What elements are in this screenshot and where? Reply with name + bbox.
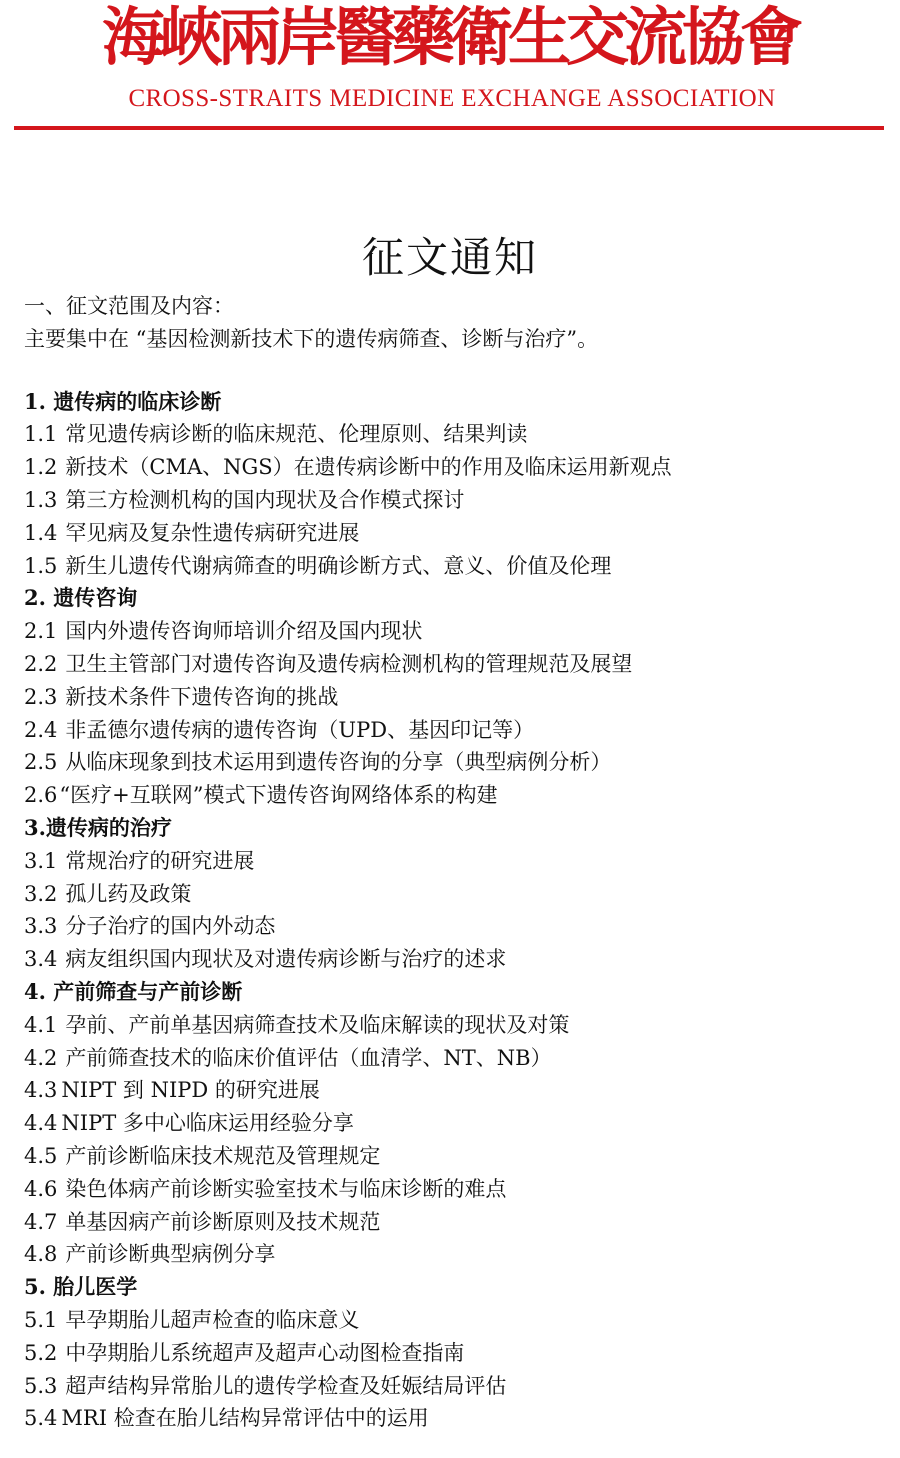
list-item — [24, 550, 884, 583]
item-text: 单基因病产前诊断原则及技术规范 — [65, 1209, 381, 1234]
list-item — [24, 451, 884, 484]
list-item — [24, 943, 884, 976]
item-text: 超声结构异常胎儿的遗传学检查及妊娠结局评估 — [65, 1373, 507, 1398]
list-item — [24, 746, 884, 779]
item-number: 1.2 — [24, 455, 58, 480]
item-number: 5.4 — [24, 1406, 58, 1431]
item-text: 染色体病产前诊断实验室技术与临床诊断的难点 — [65, 1176, 507, 1201]
item-number: 3.1 — [24, 848, 58, 873]
item-text: NIPT 到 NIPD 的研究进展 — [61, 1078, 320, 1103]
list-item — [24, 910, 884, 943]
list-item — [24, 418, 884, 451]
item-text: 国内外遗传咨询师培训介绍及国内现状 — [65, 619, 423, 644]
item-number: 4.7 — [24, 1209, 58, 1234]
item-text: 分子治疗的国内外动态 — [65, 914, 276, 939]
section-heading: 1. 遗传病的临床诊断 — [24, 388, 222, 414]
item-text: 产前诊断临床技术规范及管理规定 — [65, 1143, 381, 1168]
item-number: 1.1 — [24, 422, 58, 447]
item-text: 常见遗传病诊断的临床规范、伦理原则、结果判读 — [65, 422, 528, 447]
page-title: 征文通知 — [361, 233, 538, 282]
list-item — [24, 1370, 884, 1403]
item-number: 3.2 — [24, 881, 58, 906]
item-text: “医疗+互联网”模式下遗传咨询网络体系的构建 — [59, 783, 498, 808]
item-text: 新生儿遗传代谢病筛查的明确诊断方式、意义、价值及伦理 — [65, 553, 612, 578]
item-number: 1.5 — [24, 553, 58, 578]
section-heading: 2. 遗传咨询 — [24, 585, 138, 611]
item-text: 孤儿药及政策 — [65, 881, 192, 906]
list-item — [24, 681, 884, 714]
item-number: 4.1 — [24, 1012, 58, 1037]
spacer — [24, 356, 884, 386]
item-text: 产前筛查技术的临床价值评估（血清学、NT、NB） — [65, 1045, 552, 1070]
item-text: 孕前、产前单基因病筛查技术及临床解读的现状及对策 — [65, 1012, 570, 1037]
list-item — [24, 615, 884, 648]
association-name-chinese: 海峽兩岸醫藥衛生交流協會 — [102, 2, 798, 72]
association-name-english: CROSS-STRAITS MEDICINE EXCHANGE ASSOCIATION — [128, 85, 776, 112]
list-item — [24, 1304, 884, 1337]
list-item — [24, 1074, 884, 1107]
item-number: 1.4 — [24, 520, 58, 545]
list-item — [24, 1009, 884, 1042]
item-number: 4.3 — [24, 1078, 58, 1103]
item-number: 2.1 — [24, 619, 58, 644]
header-divider — [14, 126, 884, 130]
item-number: 4.5 — [24, 1143, 58, 1168]
item-text: 产前诊断典型病例分享 — [65, 1242, 276, 1267]
item-text: 第三方检测机构的国内现状及合作模式探讨 — [65, 487, 465, 512]
list-item — [24, 1107, 884, 1140]
item-text: 常规治疗的研究进展 — [65, 848, 255, 873]
list-item — [24, 517, 884, 550]
list-item — [24, 779, 884, 812]
item-text: 罕见病及复杂性遗传病研究进展 — [65, 520, 360, 545]
list-item — [24, 1173, 884, 1206]
item-number: 2.2 — [24, 651, 58, 676]
item-text: 新技术（CMA、NGS）在遗传病诊断中的作用及临床运用新观点 — [65, 455, 672, 480]
intro-text: 主要集中在 “基因检测新技术下的遗传病筛查、诊断与治疗”。 — [24, 326, 599, 351]
list-item — [24, 1238, 884, 1271]
list-item — [24, 1042, 884, 1075]
notice-body — [24, 290, 884, 1435]
item-text: MRI 检查在胎儿结构异常评估中的运用 — [61, 1406, 429, 1431]
item-number: 5.1 — [24, 1307, 58, 1332]
item-text: 从临床现象到技术运用到遗传咨询的分享（典型病例分析） — [65, 750, 612, 775]
association-header — [0, 0, 900, 140]
item-number: 4.4 — [24, 1111, 58, 1136]
item-number: 1.3 — [24, 487, 58, 512]
list-item — [24, 1140, 884, 1173]
item-number: 3.4 — [24, 947, 58, 972]
item-number: 2.6 — [24, 783, 58, 808]
item-number: 4.2 — [24, 1045, 58, 1070]
item-number: 3.3 — [24, 914, 58, 939]
item-number: 5.3 — [24, 1373, 58, 1398]
item-number: 2.5 — [24, 750, 58, 775]
list-item — [24, 1206, 884, 1239]
item-text: 非孟德尔遗传病的遗传咨询（UPD、基因印记等） — [65, 717, 535, 742]
item-text: 早孕期胎儿超声检查的临床意义 — [65, 1307, 360, 1332]
item-number: 4.6 — [24, 1176, 58, 1201]
list-item — [24, 845, 884, 878]
item-number: 2.4 — [24, 717, 58, 742]
item-text: 病友组织国内现状及对遗传病诊断与治疗的述求 — [65, 947, 507, 972]
section-heading: 5. 胎儿医学 — [24, 1274, 138, 1300]
list-item — [24, 1337, 884, 1370]
list-item — [24, 484, 884, 517]
item-number: 4.8 — [24, 1242, 58, 1267]
item-text: 中孕期胎儿系统超声及超声心动图检查指南 — [65, 1340, 465, 1365]
item-text: 卫生主管部门对遗传咨询及遗传病检测机构的管理规范及展望 — [65, 651, 633, 676]
intro-heading: 一、征文范围及内容： — [24, 294, 234, 318]
list-item — [24, 714, 884, 747]
item-text: NIPT 多中心临床运用经验分享 — [61, 1111, 354, 1136]
section-heading: 3.遗传病的治疗 — [24, 814, 172, 840]
list-item — [24, 1402, 884, 1435]
item-text: 新技术条件下遗传咨询的挑战 — [65, 684, 339, 709]
list-item — [24, 648, 884, 681]
item-number: 2.3 — [24, 684, 58, 709]
list-item — [24, 878, 884, 911]
section-heading: 4. 产前筛查与产前诊断 — [24, 978, 243, 1004]
item-number: 5.2 — [24, 1340, 58, 1365]
